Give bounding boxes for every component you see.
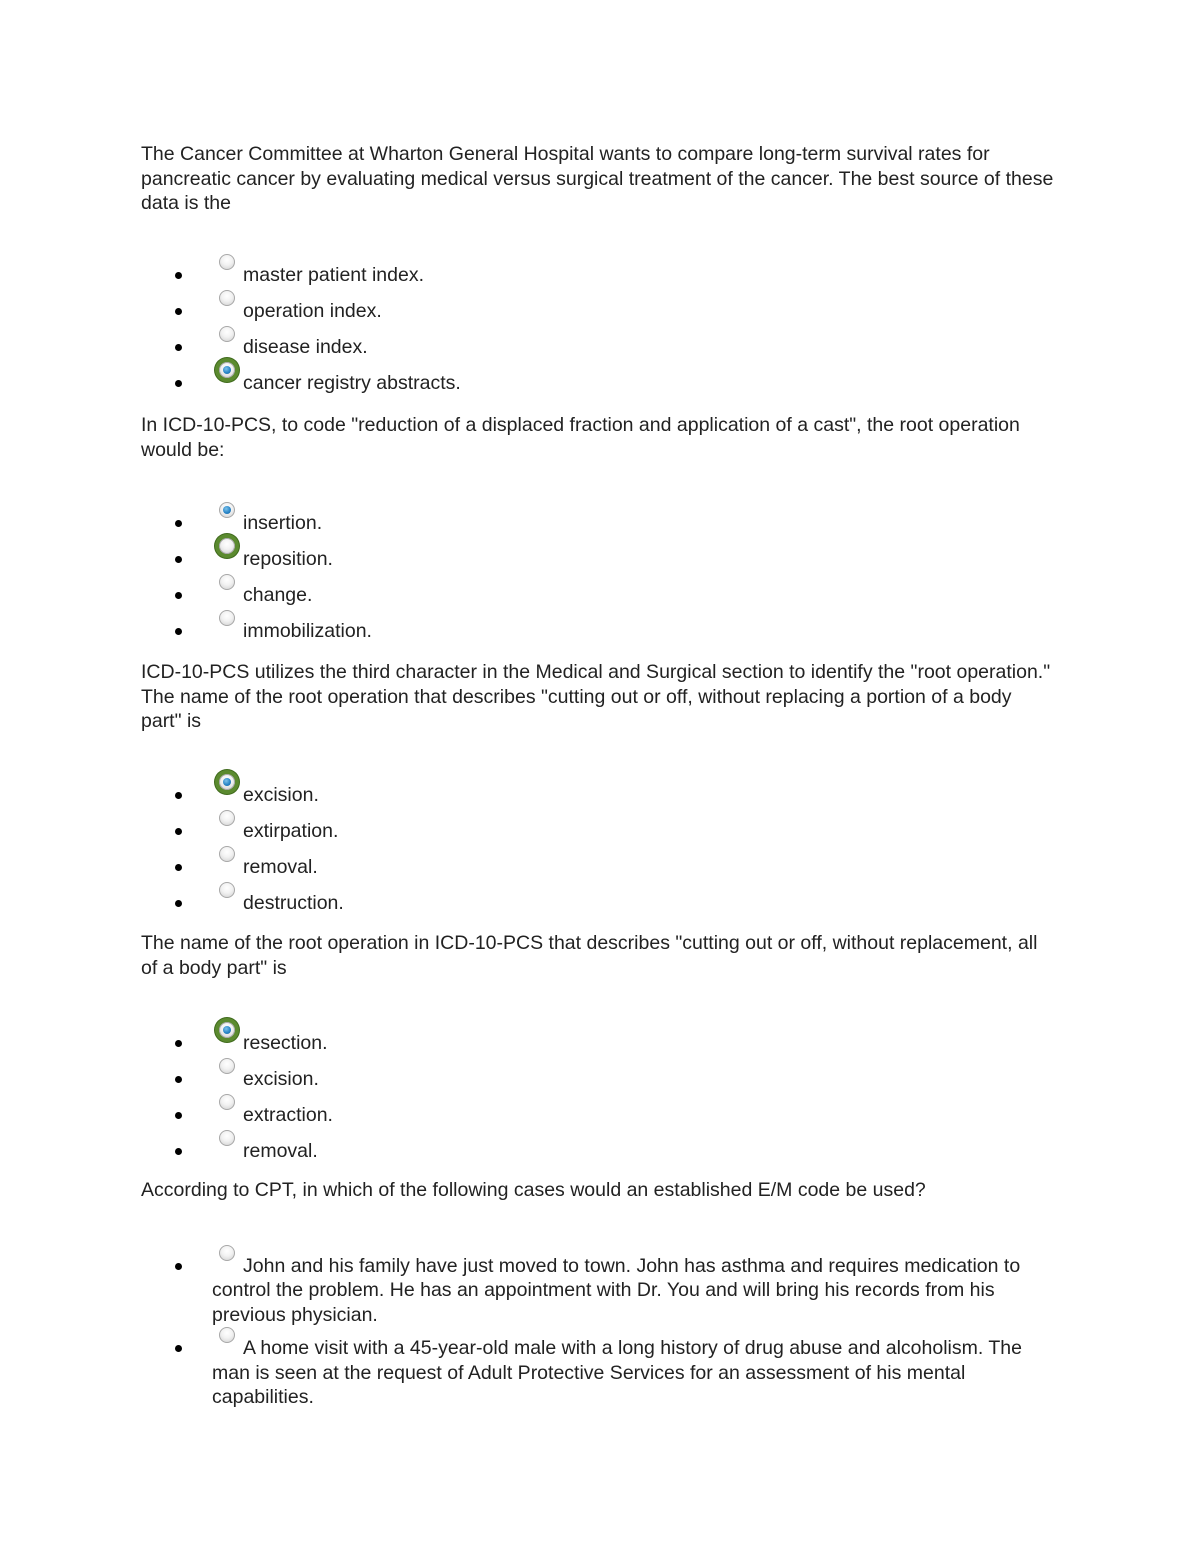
bullet-icon: [175, 628, 182, 635]
bullet-icon: [175, 272, 182, 279]
option-label: excision.: [243, 783, 319, 806]
bullet-icon: [175, 592, 182, 599]
option-label: removal.: [243, 855, 318, 878]
answer-option[interactable]: [141, 263, 1056, 299]
option-label: extraction.: [243, 1104, 333, 1126]
radio-button-icon[interactable]: [219, 810, 235, 826]
question-text: The name of the root operation in ICD-10-PCS that describes "cutting out or off, without replacement, all of a body part" is: [141, 932, 1038, 979]
radio-button-icon[interactable]: [219, 1058, 235, 1074]
option-label: destruction.: [243, 891, 344, 914]
answer-option[interactable]: [141, 511, 1056, 547]
radio-button-icon[interactable]: [219, 610, 235, 626]
radio-button-icon[interactable]: [219, 1245, 235, 1261]
radio-button-icon[interactable]: [219, 362, 235, 378]
answer-options: [141, 1254, 1056, 1410]
option-label: master patient index.: [243, 263, 425, 286]
bullet-icon: [175, 864, 182, 871]
bullet-icon: [175, 1263, 182, 1270]
option-label: immobilization.: [243, 620, 372, 642]
answer-option[interactable]: [141, 783, 1056, 819]
question-5: [141, 1178, 1056, 1410]
answer-option[interactable]: [141, 891, 1056, 927]
option-label: removal.: [243, 1140, 318, 1162]
option-label: insertion.: [243, 512, 323, 534]
radio-button-icon[interactable]: [219, 538, 235, 554]
option-label: John and his family have just moved to town. John has asthma and requires medication to control the problem. He has an appointment with Dr. You and will bring his records from his previous physician.: [212, 1254, 1021, 1326]
radio-button-icon[interactable]: [219, 1130, 235, 1146]
radio-button-icon[interactable]: [219, 882, 235, 898]
answer-option[interactable]: [141, 299, 1056, 335]
question-2: [141, 413, 1056, 655]
question-text: The Cancer Committee at Wharton General Hospital wants to compare long-term survival rates for pancreatic cancer by evaluating medical versus surgical treatment of the cancer. The best source of these data is the: [141, 143, 1054, 214]
answer-options: [141, 1031, 1056, 1175]
option-label: cancer registry abstracts.: [243, 371, 461, 394]
bullet-icon: [175, 792, 182, 799]
bullet-icon: [175, 1040, 182, 1047]
radio-button-icon[interactable]: [219, 1327, 235, 1343]
bullet-icon: [175, 1076, 182, 1083]
bullet-icon: [175, 1345, 182, 1352]
answer-option[interactable]: [141, 1031, 1056, 1067]
answer-option[interactable]: [141, 619, 1056, 655]
radio-button-icon[interactable]: [219, 1022, 235, 1038]
bullet-icon: [175, 828, 182, 835]
answer-option[interactable]: [141, 855, 1056, 891]
option-label: reposition.: [243, 548, 333, 570]
option-label: disease index.: [243, 335, 368, 358]
question-1: [141, 142, 1056, 407]
answer-options: [141, 263, 1056, 407]
answer-option[interactable]: [141, 1139, 1056, 1175]
bullet-icon: [175, 1148, 182, 1155]
radio-button-icon[interactable]: [219, 290, 235, 306]
option-label: operation index.: [243, 299, 382, 322]
bullet-icon: [175, 556, 182, 563]
question-text: In ICD-10-PCS, to code "reduction of a displaced fraction and application of a cast", the root operation would be:: [141, 414, 1020, 461]
answer-option[interactable]: [141, 583, 1056, 619]
radio-button-icon[interactable]: [219, 1094, 235, 1110]
answer-option[interactable]: [141, 1103, 1056, 1139]
bullet-icon: [175, 520, 182, 527]
option-label: A home visit with a 45-year-old male with a long history of drug abuse and alcoholism. The man is seen at the request of Adult Protective Services for an assessment of his mental capabilities.: [212, 1337, 1022, 1408]
option-label: excision.: [243, 1068, 319, 1090]
bullet-icon: [175, 380, 182, 387]
radio-button-icon[interactable]: [219, 502, 235, 518]
bullet-icon: [175, 900, 182, 907]
option-label: resection.: [243, 1032, 328, 1054]
radio-button-icon[interactable]: [219, 574, 235, 590]
answer-option[interactable]: [141, 335, 1056, 371]
bullet-icon: [175, 344, 182, 351]
answer-options: [141, 783, 1056, 927]
answer-options: [141, 511, 1056, 655]
answer-option[interactable]: [141, 547, 1056, 583]
option-label: change.: [243, 584, 313, 606]
bullet-icon: [175, 1112, 182, 1119]
question-text: ICD-10-PCS utilizes the third character in the Medical and Surgical section to identify the "root operation." The name of the root operation that describes "cutting out or off, without replacing a portion of a body part" is: [141, 661, 1051, 732]
radio-button-icon[interactable]: [219, 774, 235, 790]
answer-option[interactable]: [141, 1067, 1056, 1103]
question-3: [141, 660, 1056, 927]
radio-button-icon[interactable]: [219, 254, 235, 270]
question-4: [141, 931, 1056, 1175]
bullet-icon: [175, 308, 182, 315]
answer-option[interactable]: [141, 1336, 1056, 1410]
answer-option[interactable]: [141, 1254, 1056, 1328]
radio-button-icon[interactable]: [219, 326, 235, 342]
option-label: extirpation.: [243, 819, 339, 842]
answer-option[interactable]: [141, 819, 1056, 855]
question-text: According to CPT, in which of the following cases would an established E/M code be used?: [141, 1179, 926, 1201]
answer-option[interactable]: [141, 371, 1056, 407]
radio-button-icon[interactable]: [219, 846, 235, 862]
